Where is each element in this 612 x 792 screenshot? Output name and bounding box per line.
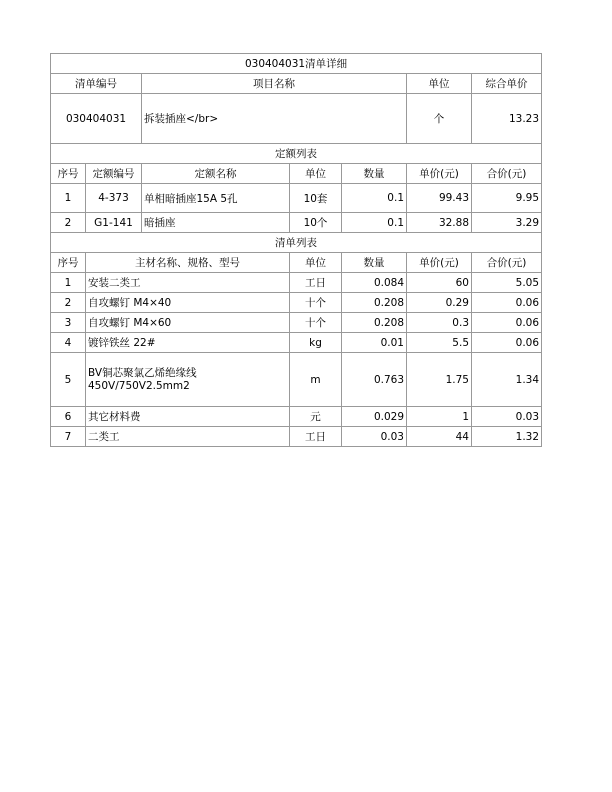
row-name: 安装二类工	[86, 273, 290, 293]
row-price: 0.3	[407, 313, 472, 333]
quota-section-title: 定额列表	[51, 144, 542, 164]
row-no: 1	[51, 184, 86, 213]
row-no: 7	[51, 427, 86, 447]
row-name: 单相暗插座15A 5孔	[142, 184, 290, 213]
materials-header-unit: 单位	[290, 253, 342, 273]
quota-header-total: 合价(元)	[472, 164, 542, 184]
row-qty: 0.1	[342, 213, 407, 233]
row-total: 3.29	[472, 213, 542, 233]
table-row	[51, 293, 542, 313]
header-unit-price: 综合单价	[472, 74, 542, 94]
materials-header-total: 合价(元)	[472, 253, 542, 273]
row-total: 1.34	[472, 353, 542, 407]
table-row	[51, 213, 542, 233]
row-qty: 0.084	[342, 273, 407, 293]
row-price: 0.29	[407, 293, 472, 313]
header-unit: 单位	[407, 74, 472, 94]
row-name: BV铜芯聚氯乙烯绝缘线 450V/750V2.5mm2	[86, 353, 290, 407]
table-row	[51, 427, 542, 447]
row-unit: 十个	[290, 293, 342, 313]
bill-code: 030404031	[51, 94, 142, 144]
row-name: 暗插座	[142, 213, 290, 233]
table-row	[51, 184, 542, 213]
materials-header-name: 主材名称、规格、型号	[86, 253, 290, 273]
table-row	[51, 273, 542, 293]
row-name: 其它材料费	[86, 407, 290, 427]
row-unit: 10套	[290, 184, 342, 213]
table-row	[51, 313, 542, 333]
row-qty: 0.03	[342, 427, 407, 447]
table-row	[51, 333, 542, 353]
row-total: 0.06	[472, 293, 542, 313]
row-price: 32.88	[407, 213, 472, 233]
materials-header-no: 序号	[51, 253, 86, 273]
bill-unit: 个	[407, 94, 472, 144]
row-total: 9.95	[472, 184, 542, 213]
row-qty: 0.029	[342, 407, 407, 427]
quota-header-no: 序号	[51, 164, 86, 184]
row-total: 1.32	[472, 427, 542, 447]
page-title: 030404031清单详细	[51, 54, 542, 74]
header-item-name: 项目名称	[142, 74, 407, 94]
row-total: 0.06	[472, 313, 542, 333]
quota-header-unit: 单位	[290, 164, 342, 184]
row-name: 自攻螺钉 M4×60	[86, 313, 290, 333]
quota-header-code: 定额编号	[86, 164, 142, 184]
quota-header-name: 定额名称	[142, 164, 290, 184]
row-unit: 10个	[290, 213, 342, 233]
row-unit: 十个	[290, 313, 342, 333]
bill-item-name: 拆装插座</br>	[142, 94, 407, 144]
row-price: 60	[407, 273, 472, 293]
row-no: 4	[51, 333, 86, 353]
row-price: 1.75	[407, 353, 472, 407]
row-name: 镀锌铁丝 22#	[86, 333, 290, 353]
row-total: 0.03	[472, 407, 542, 427]
row-total: 0.06	[472, 333, 542, 353]
bill-row	[51, 94, 542, 144]
materials-header-qty: 数量	[342, 253, 407, 273]
materials-header-price: 单价(元)	[407, 253, 472, 273]
materials-header-row	[51, 253, 542, 273]
row-no: 2	[51, 213, 86, 233]
row-price: 99.43	[407, 184, 472, 213]
row-price: 44	[407, 427, 472, 447]
row-no: 5	[51, 353, 86, 407]
row-price: 1	[407, 407, 472, 427]
quota-header-price: 单价(元)	[407, 164, 472, 184]
row-no: 6	[51, 407, 86, 427]
row-name: 自攻螺钉 M4×40	[86, 293, 290, 313]
row-unit: 元	[290, 407, 342, 427]
row-unit: 工日	[290, 427, 342, 447]
row-unit: 工日	[290, 273, 342, 293]
table-row	[51, 407, 542, 427]
row-price: 5.5	[407, 333, 472, 353]
row-qty: 0.01	[342, 333, 407, 353]
row-total: 5.05	[472, 273, 542, 293]
quota-header-row	[51, 164, 542, 184]
row-code: G1-141	[86, 213, 142, 233]
row-unit: m	[290, 353, 342, 407]
bill-price: 13.23	[472, 94, 542, 144]
row-qty: 0.208	[342, 313, 407, 333]
row-no: 2	[51, 293, 86, 313]
row-no: 1	[51, 273, 86, 293]
row-unit: kg	[290, 333, 342, 353]
row-name: 二类工	[86, 427, 290, 447]
row-qty: 0.208	[342, 293, 407, 313]
bill-detail-table	[50, 53, 542, 447]
row-code: 4-373	[86, 184, 142, 213]
table-row	[51, 353, 542, 407]
row-qty: 0.763	[342, 353, 407, 407]
row-qty: 0.1	[342, 184, 407, 213]
header-bill-code: 清单编号	[51, 74, 142, 94]
row-no: 3	[51, 313, 86, 333]
materials-section-title: 清单列表	[51, 233, 542, 253]
quota-header-qty: 数量	[342, 164, 407, 184]
